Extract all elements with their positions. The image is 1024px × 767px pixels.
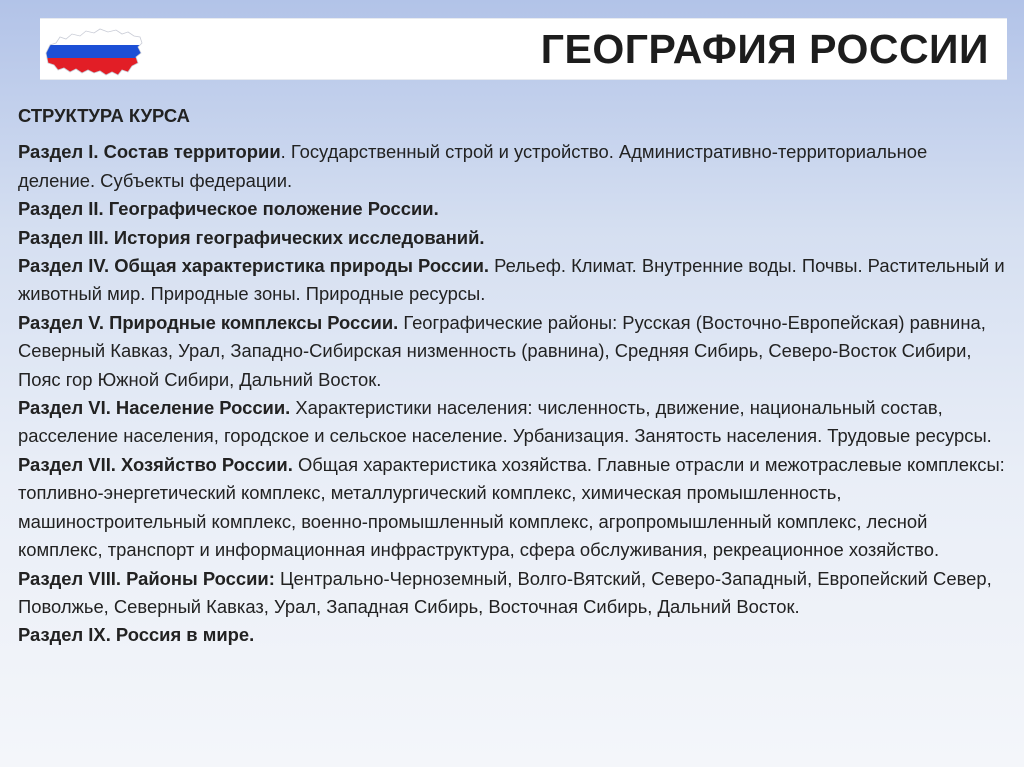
section-label: Раздел III. История географических исследований. xyxy=(18,226,485,248)
course-structure xyxy=(18,102,1008,650)
section-label: Раздел II. Географическое положение России. xyxy=(18,198,439,220)
section-label: Раздел VIII. Районы России: xyxy=(18,567,275,589)
section-label: Раздел VI. Население России. xyxy=(18,397,291,419)
course-section-9 xyxy=(18,621,1008,649)
section-text: . Государственный строй и устройство. Административно-территориальное деление. Субъекты федерации. xyxy=(18,141,928,191)
section-text: Географические районы: Русская (Восточно-Европейская) равнина, Северный Кавказ, Урал, Западно-Сибирская низменность (равнина), Средняя Сибирь, Северо-Восток Сибири, Пояс гор Южной Сибири, Дальний Восток. xyxy=(18,311,986,390)
course-section-2 xyxy=(18,195,1008,223)
section-text: Характеристики населения: численность, движение, национальный состав, расселение населения, городское и сельское население. Урбанизация. Занятость населения. Трудовые ресурсы. xyxy=(18,397,992,447)
course-section-1 xyxy=(18,138,1008,195)
course-section-4 xyxy=(18,252,1008,309)
title-bar xyxy=(40,18,1007,80)
section-label: Раздел IV. Общая характеристика природы России. xyxy=(18,255,490,277)
section-label: Раздел VII. Хозяйство России. xyxy=(18,453,293,475)
section-heading: СТРУКТУРА КУРСА xyxy=(18,105,190,126)
section-label: Раздел V. Природные комплексы России. xyxy=(18,311,399,333)
section-label: Раздел I. Состав территории xyxy=(18,141,281,163)
section-text: Общая характеристика хозяйства. Главные отрасли и межотраслевые комплексы: топливно-энергетический комплекс, металлургический комплекс, химическая промышленность, машиностроительный комплекс, военно-промышленный комплекс, агропромышленный комплекс, лесной комплекс, транспорт и информационная инфраструктура, сфера обслуживания, рекреационное хозяйство. xyxy=(18,453,1005,561)
section-text: Рельеф. Климат. Внутренние воды. Почвы. Растительный и животный мир. Природные зоны. Природные ресурсы. xyxy=(18,255,1005,305)
page-title: ГЕОГРАФИЯ РОССИИ xyxy=(540,26,989,72)
course-section-7 xyxy=(18,451,1008,565)
section-text: Центрально-Черноземный, Волго-Вятский, Северо-Западный, Европейский Север, Поволжье, Северный Кавказ, Урал, Западная Сибирь, Восточная Сибирь, Дальний Восток. xyxy=(18,567,992,617)
course-section-3 xyxy=(18,224,1008,252)
course-section-6 xyxy=(18,394,1008,451)
section-label: Раздел IX. Россия в мире. xyxy=(18,624,255,646)
russia-flag-map-icon xyxy=(42,23,146,81)
course-section-5 xyxy=(18,309,1008,394)
course-section-8 xyxy=(18,565,1008,622)
